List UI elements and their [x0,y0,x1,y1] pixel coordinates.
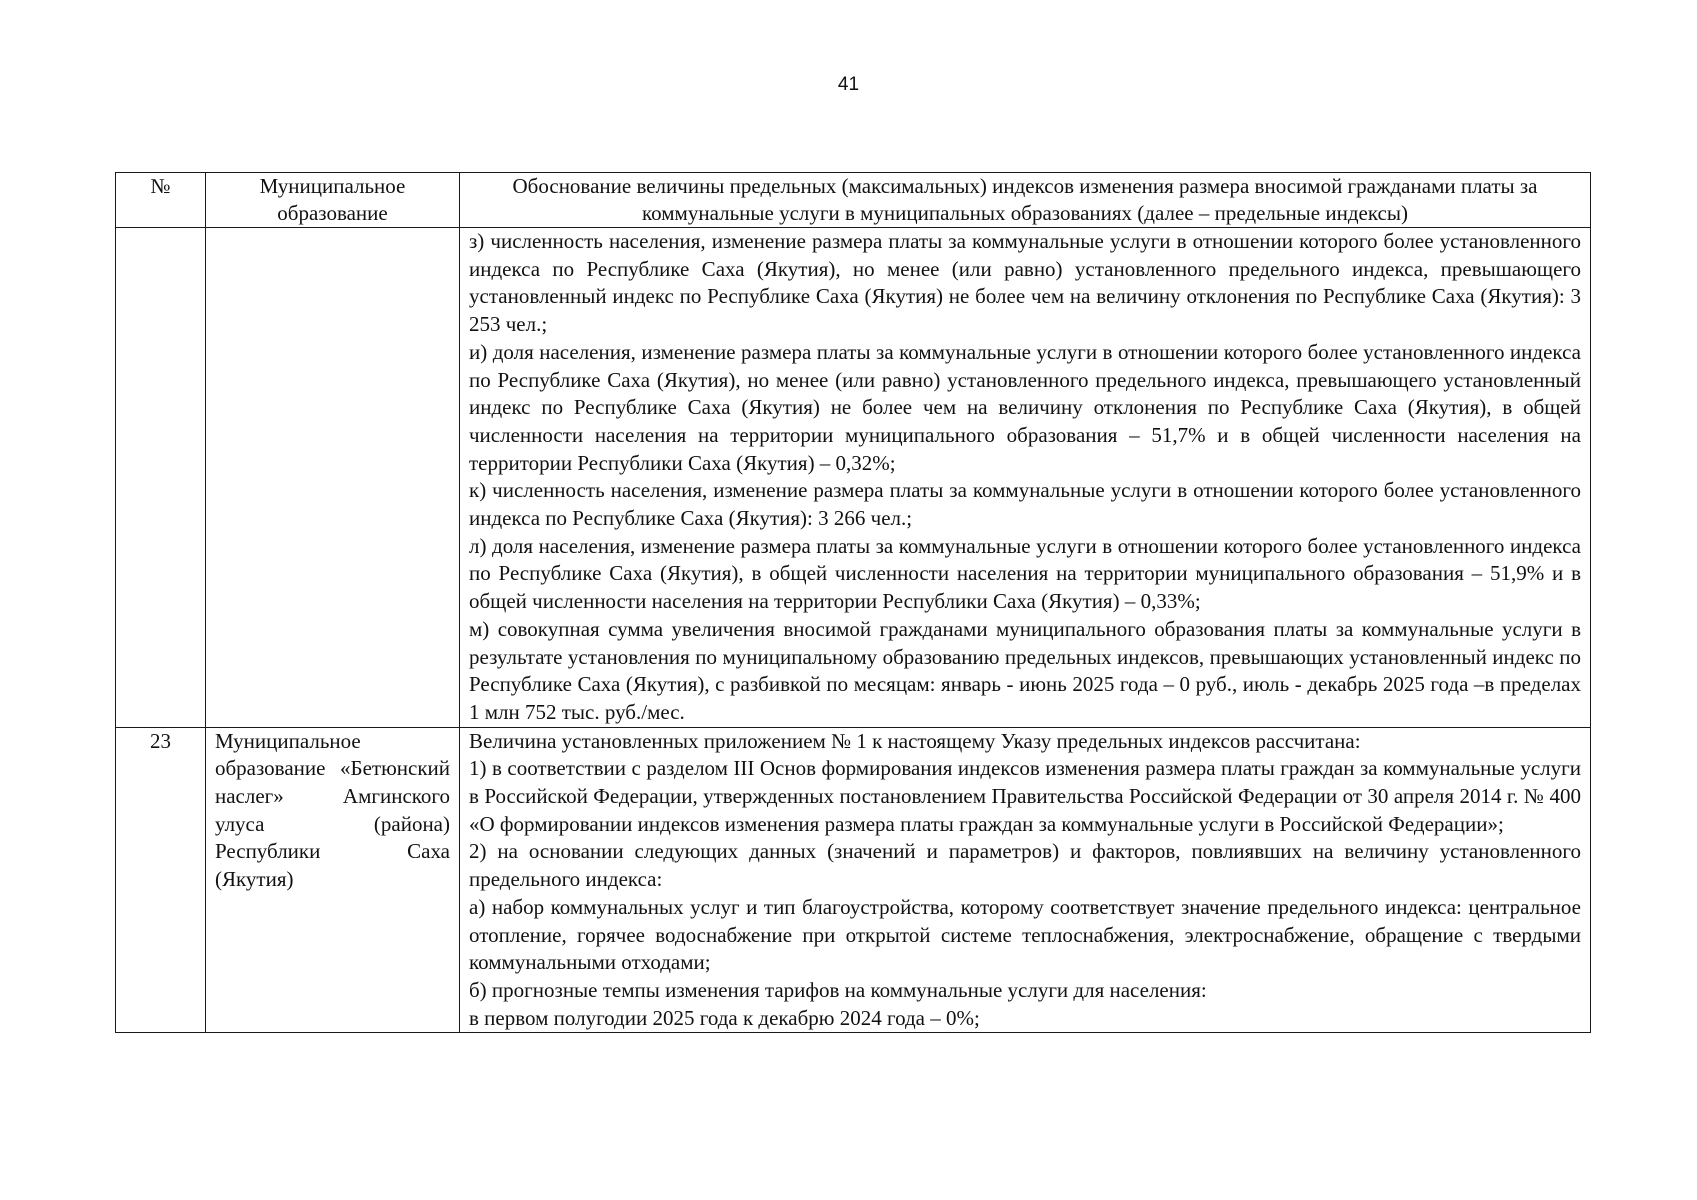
header-municipality: Муниципальное образование [206,173,460,228]
page-number: 41 [837,74,860,95]
justification-paragraph: Величина установленных приложением № 1 к настоящему Указу предельных индексов рассчитана: [469,728,1361,753]
row-number: 23 [116,727,206,1033]
row-number [116,228,206,728]
justification-paragraph: в первом полугодии 2025 года к декабрю 2024 года – 0%; [469,1005,980,1030]
justification-paragraph: 2) на основании следующих данных (значений и параметров) и факторов, повлиявших на величину установленного предельного индекса: [469,839,1581,892]
justification-table [115,172,1591,1033]
header-justification: Обоснование величины предельных (максимальных) индексов изменения размера вносимой гражданами платы за коммунальные услуги в муниципальных образованиях (далее – предельные индексы) [460,173,1591,228]
justification-paragraph: з) численность населения, изменение размера платы за коммунальные услуги в отношении которого более установленного индекса по Республике Саха (Якутия), но менее (или равно) установленного предельного индекса, превышающего установленный индекс по Республике Саха (Якутия) не более чем на величину отклонения по Республике Саха (Якутия): 3 253 чел.; [469,229,1581,337]
table-row [116,727,1591,1033]
header-number: № [116,173,206,228]
table-row [116,228,1591,728]
justification-paragraph: б) прогнозные темпы изменения тарифов на коммунальные услуги для населения: [469,977,1207,1002]
justification-paragraph: и) доля населения, изменение размера платы за коммунальные услуги в отношении которого более установленного индекса по Республике Саха (Якутия), но менее (или равно) установленного предельного индекса, превышающего установленный индекс по Республике Саха (Якутия) не более чем на величину отклонения по Республике Саха (Якутия), в общей численности населения на территории муниципального образования – 51,7% и в общей численности населения на территории Республики Саха (Якутия) – 0,32%; [469,339,1581,475]
row-municipality [206,228,460,728]
justification-paragraph: к) численность населения, изменение размера платы за коммунальные услуги в отношении которого более установленного индекса по Республике Саха (Якутия): 3 266 чел.; [469,478,1581,531]
justification-paragraph: л) доля населения, изменение размера платы за коммунальные услуги в отношении которого более установленного индекса по Республике Саха (Якутия), в общей численности населения на территории муниципального образования – 51,9% и в общей численности населения на территории Республики Саха (Якутия) – 0,33%; [469,533,1581,614]
row-municipality: Муниципальное образование «Бетюнский наслег» Амгинского улуса (района) Республики Саха (Якутия) [206,727,460,1033]
table-header-row [116,173,1591,228]
justification-paragraph: а) набор коммунальных услуг и тип благоустройства, которому соответствует значение предельного индекса: центральное отопление, горячее водоснабжение при открытой системе теплоснабжения, электроснабжение, обращение с твердыми коммунальными отходами; [469,894,1581,975]
row-justification [460,727,1591,1033]
row-justification [460,228,1591,728]
justification-paragraph: 1) в соответствии с разделом III Основ формирования индексов изменения размера платы граждан за коммунальные услуги в Российской Федерации, утвержденных постановлением Правительства Российской Федерации от 30 апреля 2014 г. № 400 «О формировании индексов изменения размера платы граждан за коммунальные услуги в Российской Федерации»; [469,756,1581,836]
justification-paragraph: м) совокупная сумма увеличения вносимой гражданами муниципального образования платы за коммунальные услуги в результате установления по муниципальному образованию предельных индексов, превышающих установленный индекс по Республике Саха (Якутия), с разбивкой по месяцам: январь - июнь 2025 года – 0 руб., июль - декабрь 2025 года –в пределах 1 млн 752 тыс. руб./мес. [469,616,1581,724]
